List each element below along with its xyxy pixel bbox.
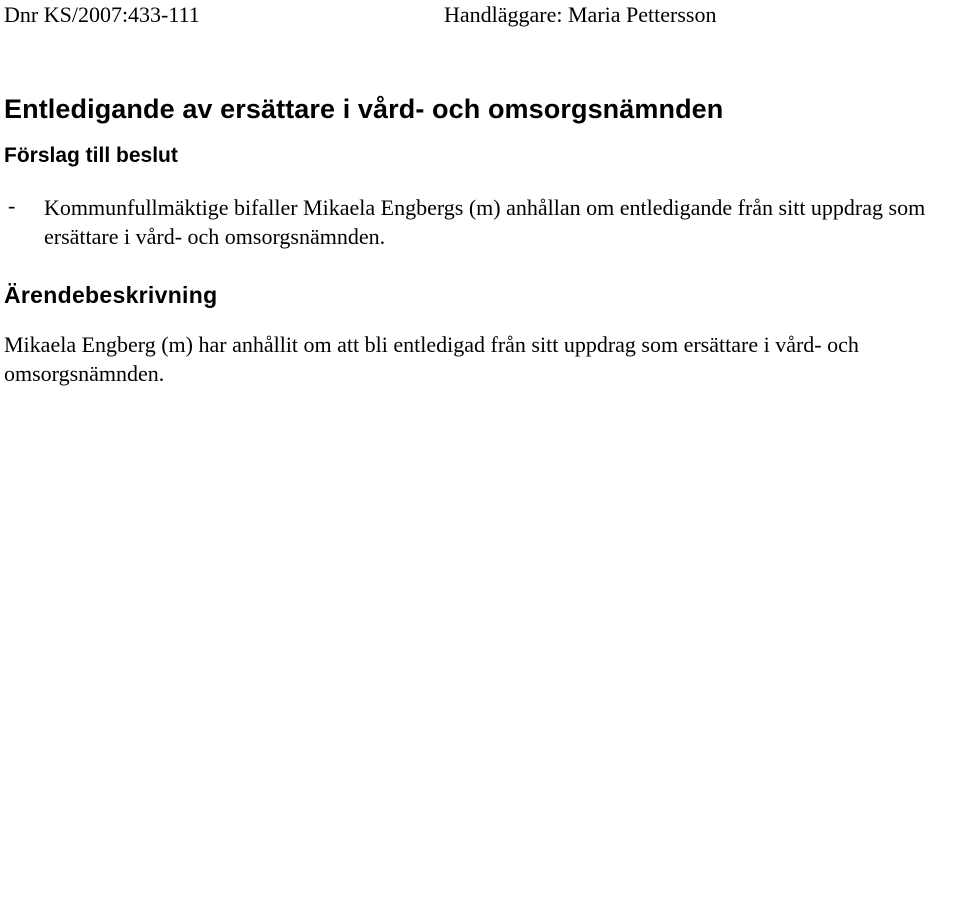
list-item-marker: - [8, 193, 16, 218]
proposal-item-text: Kommunfullmäktige bifaller Mikaela Engbergs (m) anhållan om entledigande från sitt uppdrag som ersättare i vård- och omsorgsnämnden. [44, 195, 926, 249]
document-title: Entledigande av ersättare i vård- och omsorgsnämnden [4, 94, 724, 124]
case-handler: Handläggare: Maria Pettersson [444, 2, 717, 27]
description-heading: Ärendebeskrivning [4, 282, 218, 308]
description-text: Mikaela Engberg (m) har anhållit om att bli entledigad från sitt uppdrag som ersättare i vård- och omsorgsnämnden. [4, 332, 859, 386]
document-reference-number: Dnr KS/2007:433-111 [4, 2, 200, 27]
proposal-heading: Förslag till beslut [4, 144, 178, 167]
